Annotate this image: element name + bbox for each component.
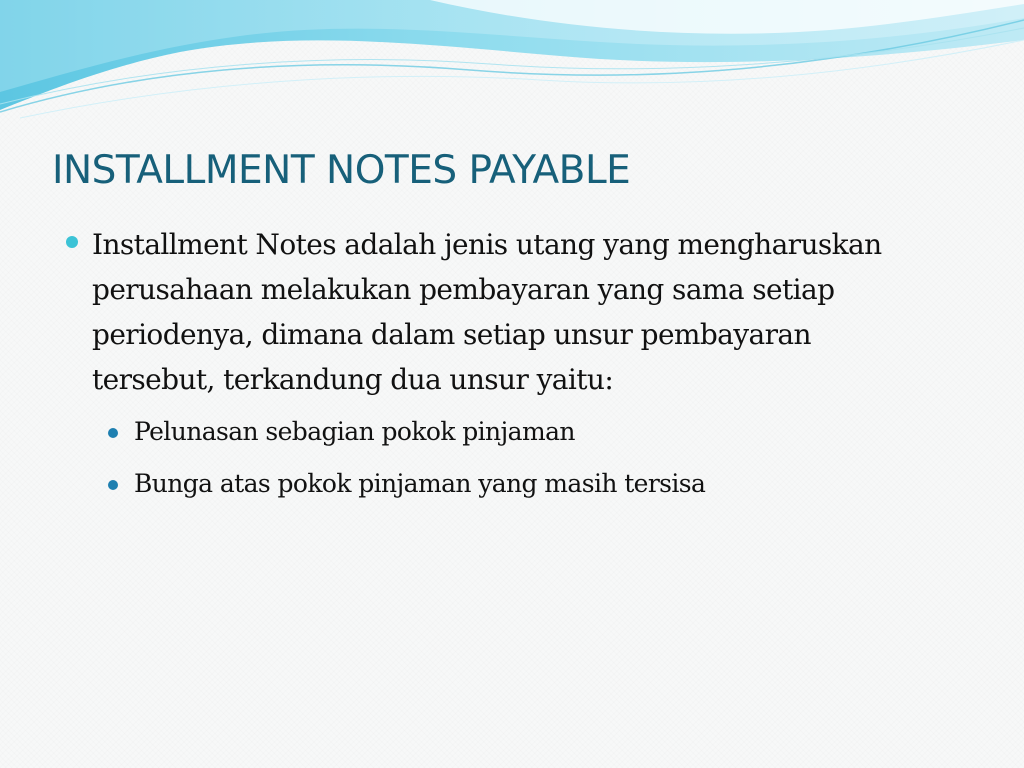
bullet-dot-icon (66, 236, 78, 248)
sub-bullet-item (104, 460, 942, 508)
decorative-wave-header (0, 0, 1024, 130)
sub-bullet-text: Pelunasan sebagian pokok pinjaman (134, 417, 575, 446)
bullet-text: Installment Notes adalah jenis utang yang mengharuskan perusahaan melakukan pembayaran yang sama setiap periodenya, dimana dalam setiap unsur pembayaran tersebut, terkandung dua unsur yaitu: (92, 228, 882, 396)
bullet-item (62, 222, 942, 402)
slide-body (62, 222, 942, 512)
sub-bullet-item (104, 408, 942, 456)
sub-bullet-text: Bunga atas pokok pinjaman yang masih tersisa (134, 469, 706, 498)
slide-title: INSTALLMENT NOTES PAYABLE (52, 148, 631, 193)
sub-bullet-list (62, 408, 942, 508)
sub-bullet-dot-icon (108, 480, 118, 490)
sub-bullet-dot-icon (108, 428, 118, 438)
